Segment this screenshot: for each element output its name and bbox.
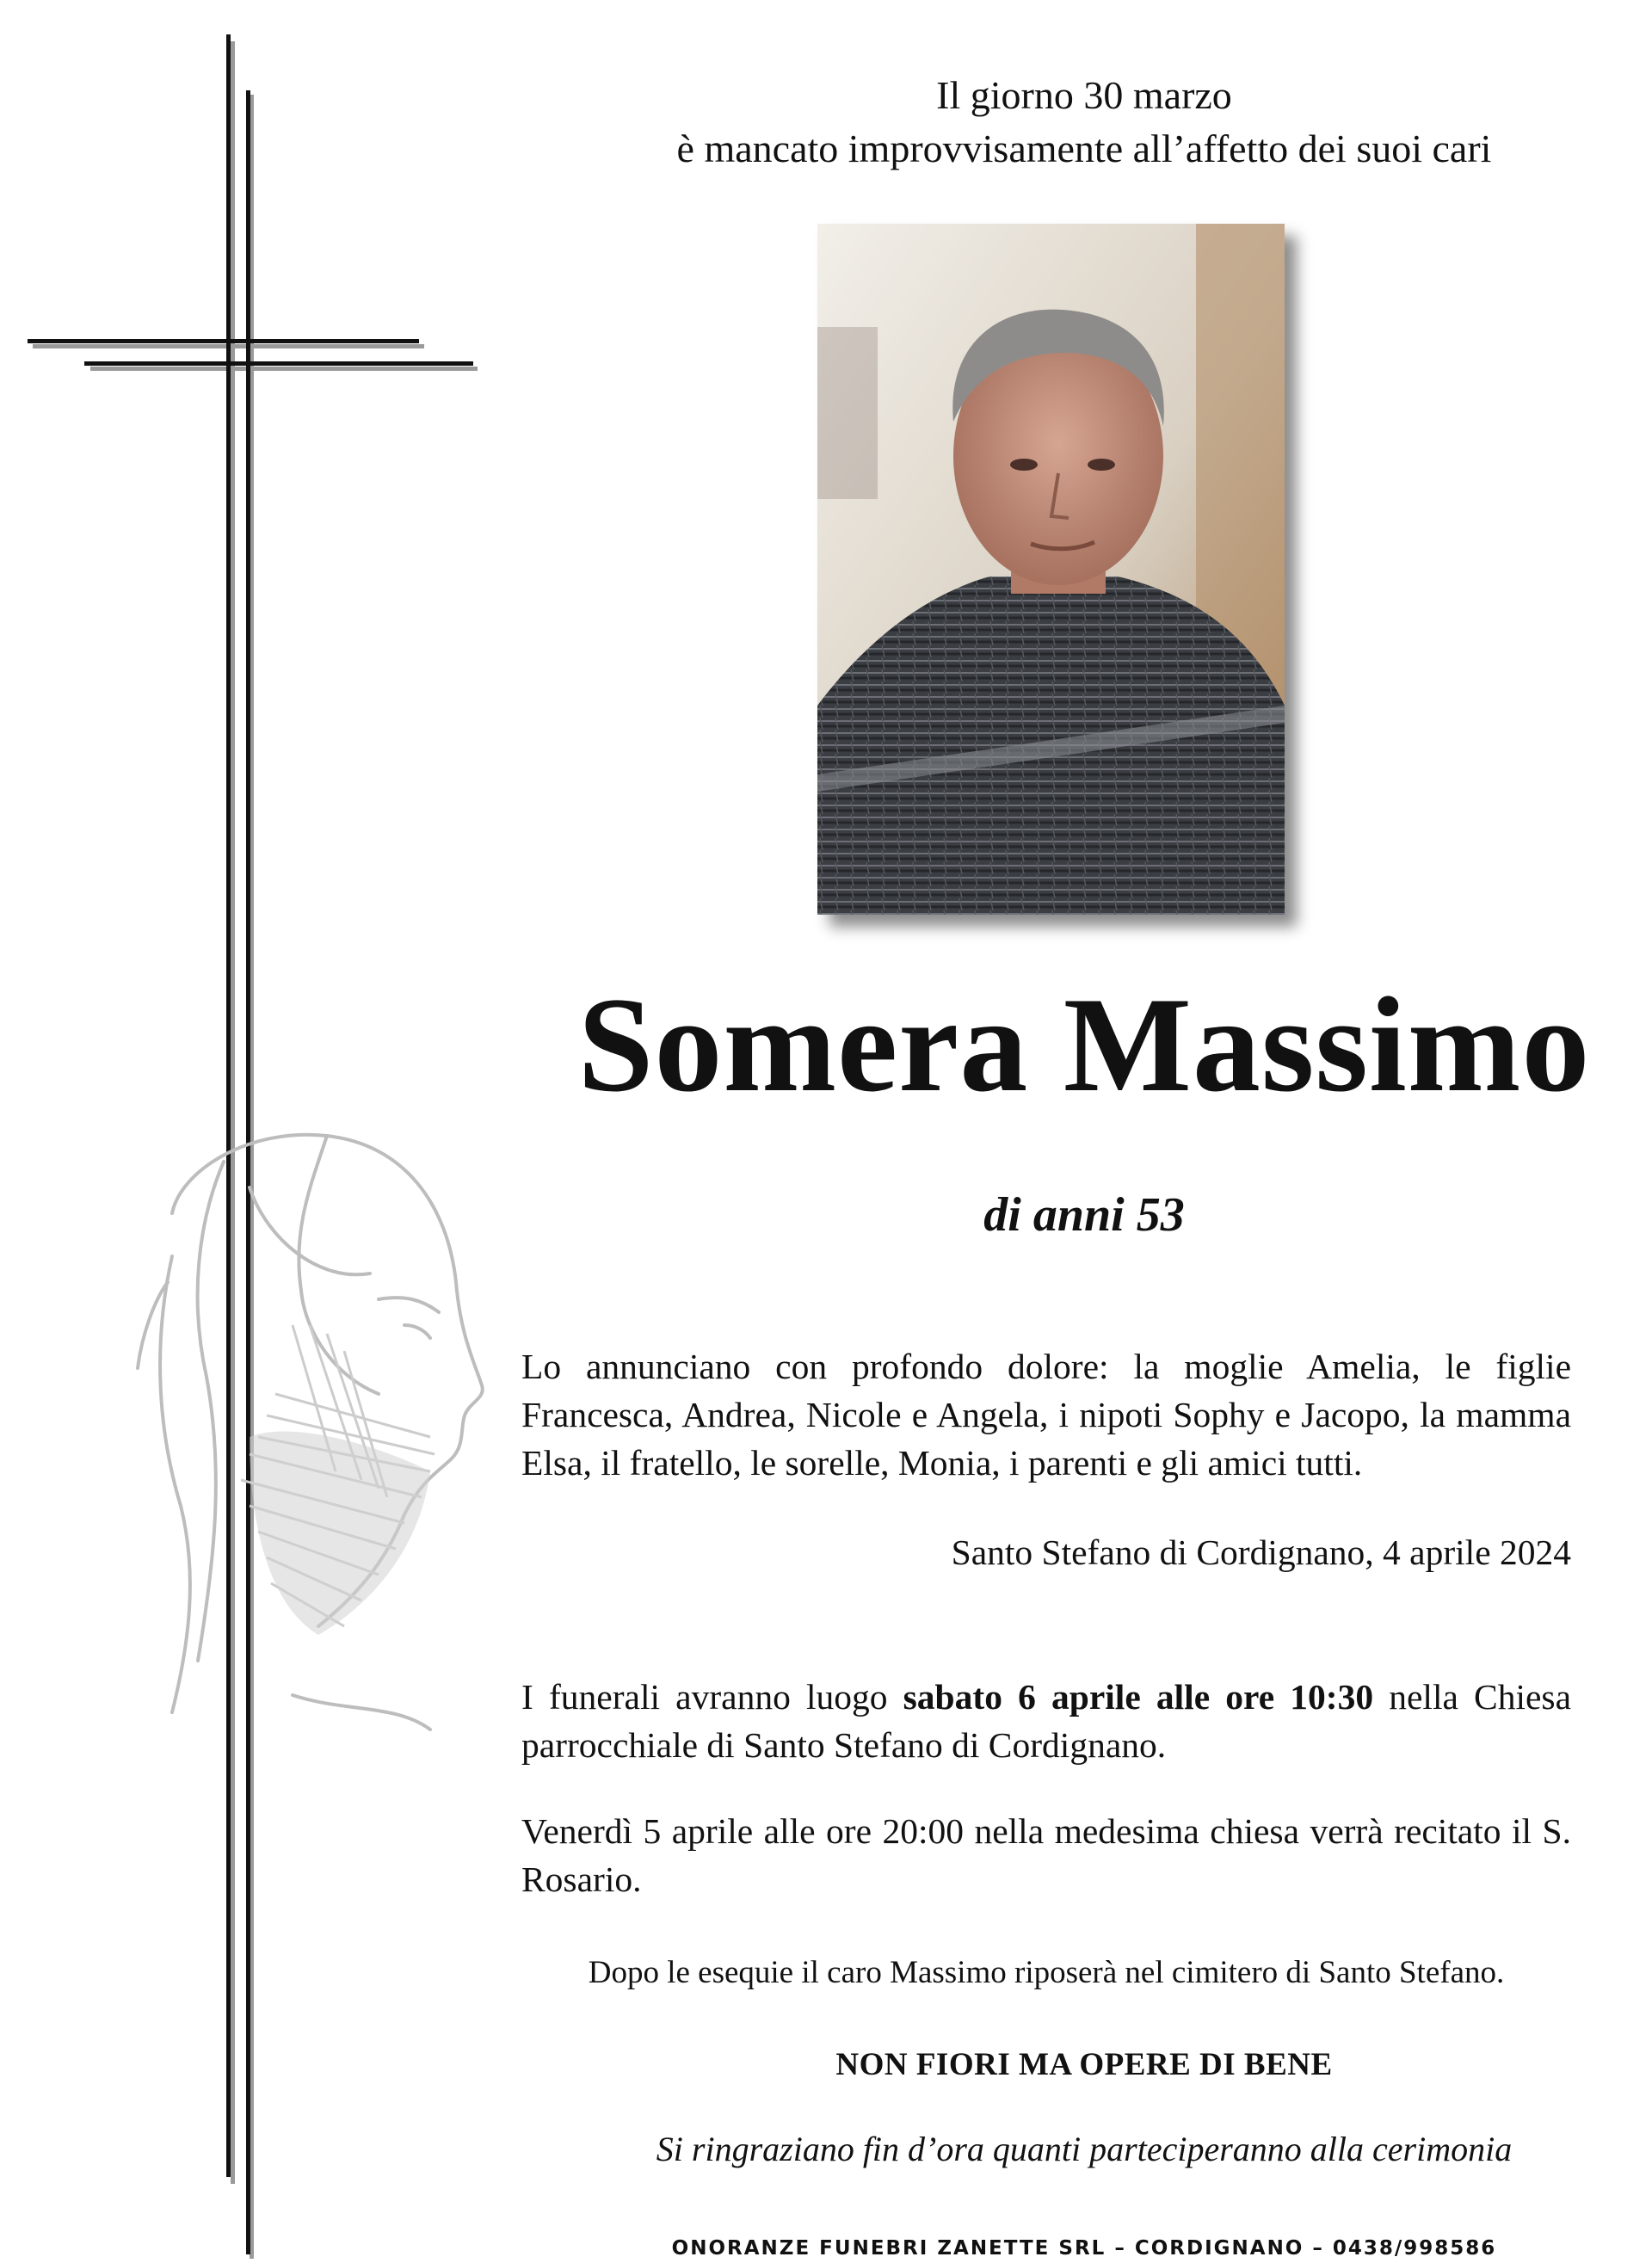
place-date: Santo Stefano di Cordignano, 4 aprile 2024 [951,1532,1571,1572]
announcement-paragraph: Lo annunciano con profondo dolore: la moglie Amelia, le figlie Francesca, Andrea, Nicole e Angela, i nipoti Sophy e Jacopo, la mamma Elsa, il fratello, le sorelle, Monia, i parenti e gli amici tutti. [521,1347,1571,1483]
thanks-line: Si ringraziano fin d’ora quanti parteciperanno alla cerimonia [656,2130,1513,2168]
funeral-datetime: sabato 6 aprile alle ore 10:30 [903,1677,1374,1717]
funeral-home-footer: ONORANZE FUNEBRI ZANETTE SRL – CORDIGNANO – 0438/998586 [671,2237,1497,2260]
death-date-line: Il giorno 30 marzo [936,73,1232,117]
funeral-prefix: I funerali avranno luogo [521,1677,903,1717]
christ-face-sketch [120,1110,499,1764]
funeral-paragraph [521,1673,1571,1769]
intro-text [516,69,1652,176]
no-flowers-request: NON FIORI MA OPERE DI BENE [835,2047,1333,2082]
deceased-name: Somera Massimo [577,970,1591,1120]
portrait-photo [817,224,1285,915]
deceased-age: di anni 53 [983,1188,1185,1242]
rosary-paragraph: Venerdì 5 aprile alle ore 20:00 nella medesima chiesa verrà recitato il S. Rosario. [521,1811,1571,1899]
funeral-suffix: nella Chiesa parrocchiale di Santo Stefano di Cordignano. [521,1677,1571,1765]
burial-paragraph: Dopo le esequie il caro Massimo riposerà nel cimitero di Santo Stefano. [588,1955,1505,1990]
intro-subline: è mancato improvvisamente all’affetto dei suoi cari [676,126,1492,170]
